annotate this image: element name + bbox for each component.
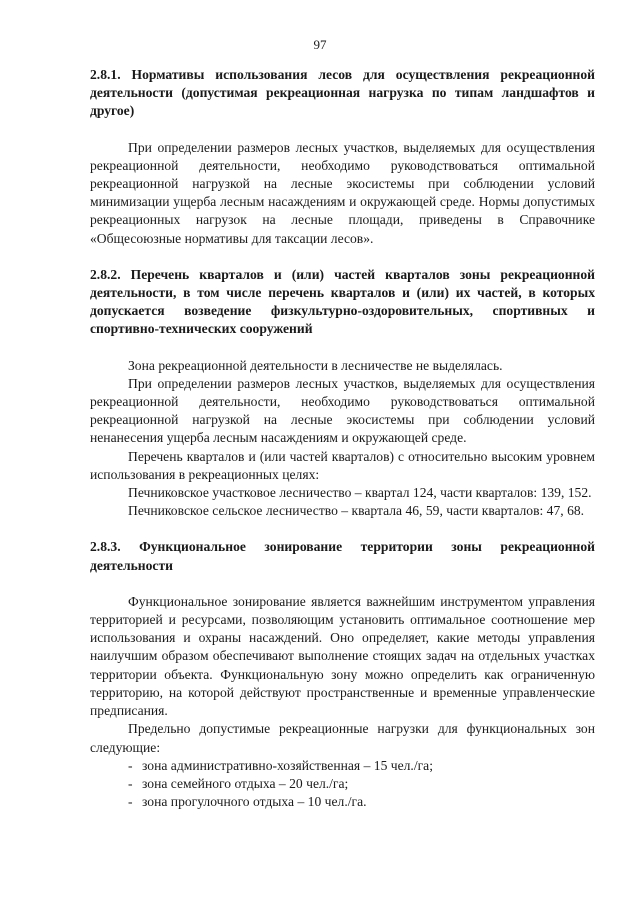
list-item-text: зона административно-хозяйственная – 15 чел./га; — [142, 757, 433, 773]
list-item — [90, 757, 595, 775]
paragraph: Зона рекреационной деятельности в лесничестве не выделялась. — [128, 357, 503, 373]
bullet-marker: - — [128, 775, 133, 791]
paragraph: При определении размеров лесных участков, выделяемых для осуществления рекреационной деятельности, необходимо руководствоваться оптимальной рекреационной нагрузкой на лесные экосистемы при соблюдении условий минимизации ущерба лесным насаждениям и окружающей среде. Нормы допустимых рекреационных нагрузок на лесные площади, приведены в Справочнике «Общесоюзные нормативы для таксации лесов». — [90, 139, 595, 246]
paragraph: Функциональное зонирование является важнейшим инструментом управления территорией и ресурсами, позволяющим установить оптимальное соотношение мер использования и охраны насаждений. Оно определяет, какие методы управления наилучшим образом обеспечивают выполнение стоящих задач на отдельных участках территории объекта. Функциональную зону можно определить как ограниченную территорию, на которой действуют пространственные и временные управленческие предписания. — [90, 593, 595, 719]
paragraph: При определении размеров лесных участков, выделяемых для осуществления рекреационной деятельности, необходимо руководствоваться оптимальной рекреационной нагрузкой на лесные экосистемы при соблюдении условий ненанесения ущерба лесным насаждениям и окружающей среде. — [90, 375, 595, 446]
list-item-text: зона семейного отдыха – 20 чел./га; — [142, 775, 349, 791]
page-number: 97 — [313, 37, 327, 52]
bullet-marker: - — [128, 794, 133, 810]
paragraph: Печниковское участковое лесничество – квартал 124, части кварталов: 139, 152. — [128, 485, 592, 501]
paragraph: Предельно допустимые рекреационные нагрузки для функциональных зон следующие: — [90, 721, 595, 755]
section-heading-2-8-3: 2.8.3. Функциональное зонирование территории зоны рекреационной деятельности — [90, 539, 595, 573]
section-heading-2-8-2: 2.8.2. Перечень кварталов и (или) частей кварталов зоны рекреационной деятельности, в том числе перечень кварталов и (или) их частей, в которых допускается возведение физкультурно-оздоровительных, спортивных и спортивно-технических сооружений — [90, 266, 595, 337]
bullet-marker: - — [128, 757, 133, 773]
paragraph: Печниковское сельское лесничество – квартала 46, 59, части кварталов: 47, 68. — [128, 503, 585, 519]
list-item — [90, 793, 595, 811]
list-item-text: зона прогулочного отдыха – 10 чел./га. — [142, 794, 367, 810]
page-content — [90, 66, 595, 811]
list-item — [90, 775, 595, 793]
section-heading-2-8-1: 2.8.1. Нормативы использования лесов для осуществления рекреационной деятельности (допустимая рекреационная нагрузка по типам ландшафтов и другое) — [90, 67, 595, 119]
paragraph: Перечень кварталов и (или частей кварталов) с относительно высоким уровнем использования в рекреационных целях: — [90, 448, 595, 482]
